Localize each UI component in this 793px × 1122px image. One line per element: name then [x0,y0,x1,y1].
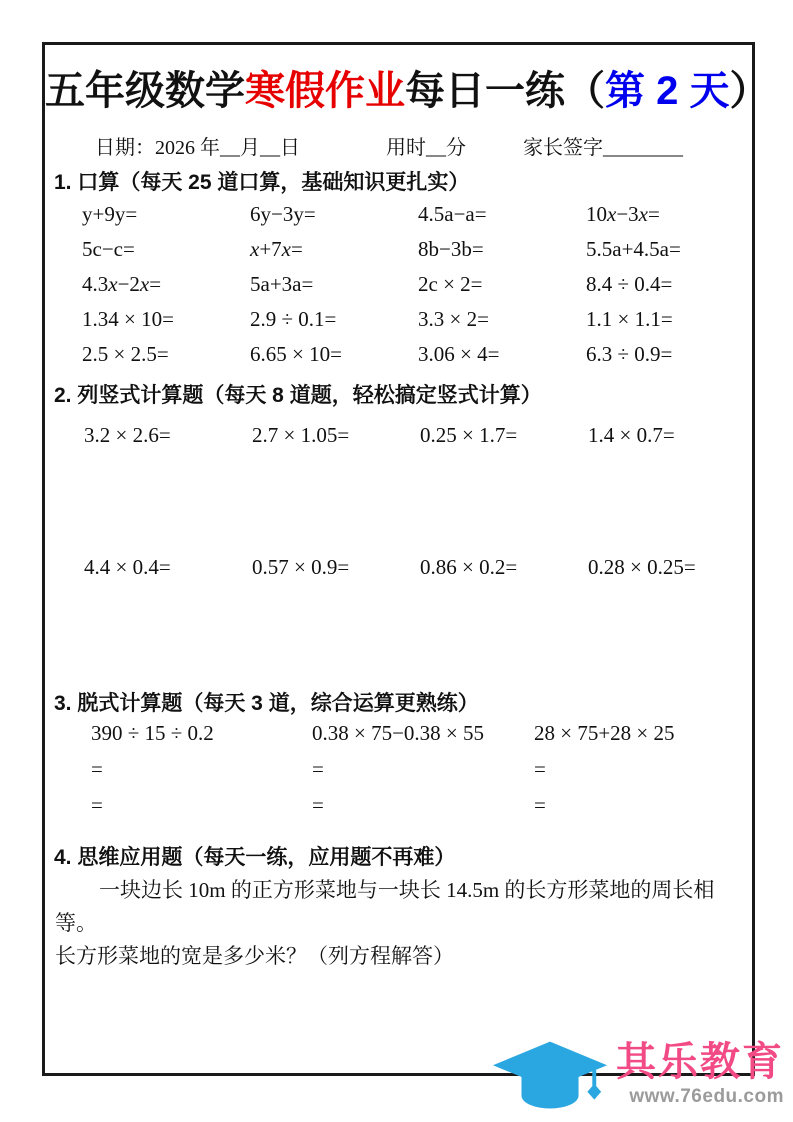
equals-placeholder: = [312,756,324,781]
step-problem: 28 × 75+28 × 25 [534,720,675,745]
oral-problem: 5a+3a= [250,272,314,296]
column-method-row1 [84,420,749,450]
word-problem-text [55,874,752,973]
logo-text-block [616,1040,784,1108]
column-problem: 0.25 × 1.7= [420,422,518,447]
word-problem-line1: 一块边长 10m 的正方形菜地与一块长 14.5m 的长方形菜地的周长相等。 [55,878,715,935]
section1-heading: 1. 口算（每天 25 道口算，基础知识更扎实） [54,171,470,194]
column-problem: 0.28 × 0.25= [588,554,696,579]
step-calculation-grid [91,715,736,823]
column-problem: 0.86 × 0.2= [420,554,518,579]
section2-heading: 2. 列竖式计算题（每天 8 道题，轻松搞定竖式计算） [54,384,542,407]
section3-heading: 3. 脱式计算题（每天 3 道，综合运算更熟练） [54,692,479,715]
oral-problem: 3.06 × 4= [418,342,500,366]
oral-calculation-grid [82,197,747,372]
oral-problem: 5c−c= [82,237,135,261]
oral-problem: 2.5 × 2.5= [82,342,169,366]
title-daily-practice: 每日一练 [405,69,565,113]
column-problem: 3.2 × 2.6= [84,422,171,447]
graduation-cap-icon [492,1040,610,1114]
oral-problem: y+9y= [82,202,138,226]
parent-signature-field: 家长签字________ [523,137,683,159]
oral-problem: 8.4 ÷ 0.4= [586,272,673,296]
title-paren-open: （ [565,69,605,113]
column-problem: 2.7 × 1.05= [252,422,350,447]
word-problem-line2: 长方形菜地的宽是多少米？（列方程解答） [55,944,454,968]
oral-problem: 8b−3b= [418,237,484,261]
column-problem: 0.57 × 0.9= [252,554,350,579]
section4-heading: 4. 思维应用题（每天一练，应用题不再难） [54,846,456,869]
date-field: 日期：2026 年__月__日 [95,137,300,159]
equals-placeholder: = [534,792,546,817]
column-method-row2 [84,552,749,582]
equals-placeholder: = [534,756,546,781]
oral-problem: 2.9 ÷ 0.1= [250,307,337,331]
oral-problem: 6y−3y= [250,202,316,226]
oral-problem: 4.3x−2x= [82,272,162,296]
oral-problem: 1.34 × 10= [82,307,174,331]
oral-problem: 6.65 × 10= [250,342,342,366]
step-problem: 0.38 × 75−0.38 × 55 [312,720,485,745]
oral-problem: 2c × 2= [418,272,483,296]
worksheet-page [42,42,770,1076]
equals-placeholder: = [312,792,324,817]
step-problem: 390 ÷ 15 ÷ 0.2 [91,720,214,745]
oral-problem: 10x−3x= [586,202,660,226]
oral-problem: 4.5a−a= [418,202,487,226]
column-problem: 4.4 × 0.4= [84,554,171,579]
oral-problem: 5.5a+4.5a= [586,237,681,261]
meta-row [45,131,752,161]
brand-url: www.76edu.com [629,1085,784,1107]
equals-placeholder: = [91,792,103,817]
oral-problem: x+7x= [250,237,303,261]
page-title [45,59,770,116]
equals-placeholder: = [91,756,103,781]
publisher-logo [492,1040,784,1114]
oral-problem: 1.1 × 1.1= [586,307,673,331]
brand-name: 其乐教育 [616,1040,784,1084]
title-day-number: 第 2 天 [605,69,730,113]
column-problem: 1.4 × 0.7= [588,422,675,447]
title-paren-close: ） [729,69,770,113]
title-holiday-homework: 寒假作业 [245,69,405,113]
time-spent-field: 用时__分 [386,137,466,159]
oral-problem: 3.3 × 2= [418,307,489,331]
title-grade-subject: 五年级数学 [45,69,245,113]
oral-problem: 6.3 ÷ 0.9= [586,342,673,366]
